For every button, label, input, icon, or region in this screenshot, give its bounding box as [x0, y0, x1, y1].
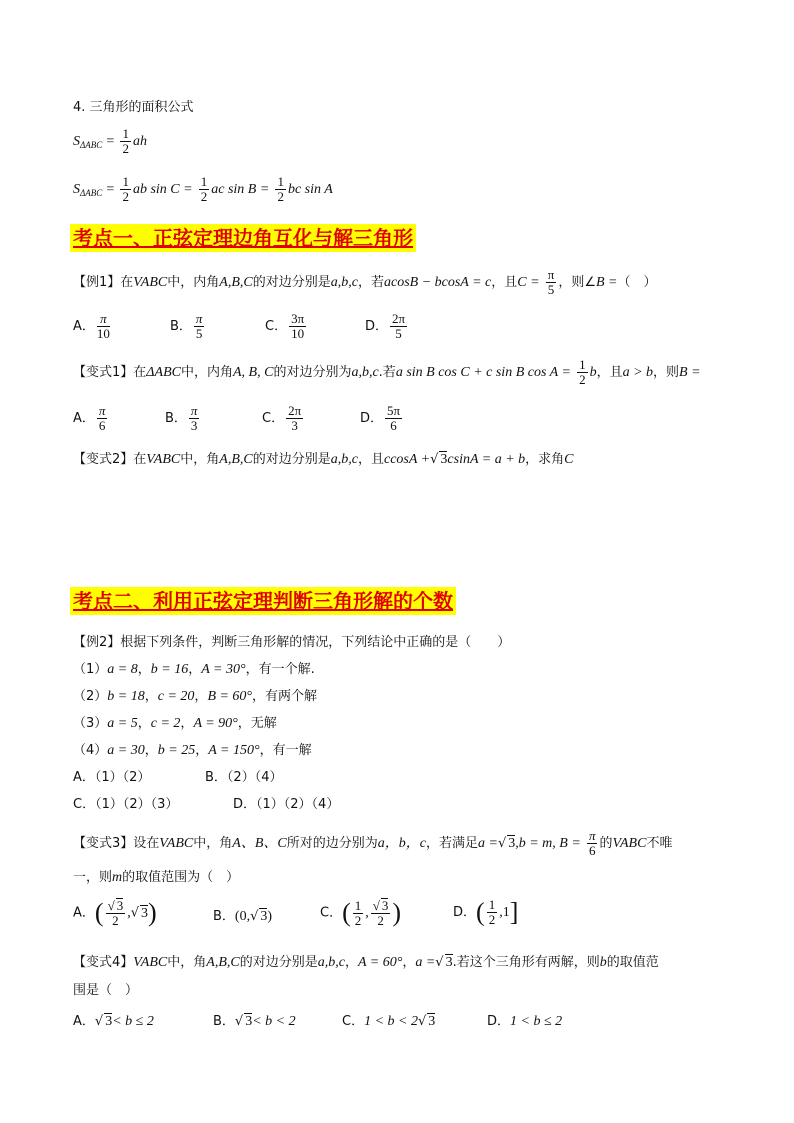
variant-3-option-c[interactable]: C．( $\frac{1}{2}$ , $\frac{√ 3}{2}$ )	[320, 897, 402, 928]
example-1-option-c[interactable]: C． $\frac{3\pi}{10}$	[265, 311, 305, 341]
variant-3-stem: 【变式3】设在VABC中，角A、B、C所对的边分别为a，b，c，若满足a =√ 3,b = m, B = $\frac{\pi}{6}$ 的VABC不唯	[73, 828, 673, 858]
variant-1-option-b[interactable]: B． $\frac{\pi}{3}$	[165, 403, 198, 433]
variant-1-option-c[interactable]: C． $\frac{2\pi}{3}$	[262, 403, 302, 433]
example-1-option-a[interactable]: A． $\frac{\pi}{10}$	[73, 311, 110, 341]
variant-4-option-c[interactable]: C．1 < b < 2√ 3	[342, 1014, 436, 1029]
variant-2-stem: 【变式2】在VABC中，角A,B,C的对边分别是a,b,c，且ccosA +√ 3csinA = a + b，求角C	[73, 452, 574, 467]
example-2-option-a[interactable]: A．（1）（2）	[73, 770, 151, 785]
variant-1-option-a[interactable]: A． $\frac{\pi}{6}$	[73, 403, 106, 433]
variant-3-option-d[interactable]: D．( $\frac{1}{2}$ ,1]	[453, 897, 519, 927]
section-heading-2: 考点二、利用正弦定理判断三角形解的个数	[70, 587, 456, 615]
example-2-item-2: （2）b = 18，c = 20，B = 60°，有两个解	[73, 689, 318, 704]
example-2-option-d[interactable]: D．（1）（2）（4）	[233, 797, 340, 812]
variant-4-option-b[interactable]: B．√ 3< b < 2	[213, 1014, 296, 1029]
variant-4-option-a[interactable]: A．√ 3< b ≤ 2	[73, 1014, 154, 1029]
variant-3-stem-line-2: 一，则m的取值范围为（ ）	[73, 870, 240, 885]
variant-4-option-d[interactable]: D．1 < b ≤ 2	[487, 1014, 563, 1029]
example-1-stem: 【例1】在VABC中，内角A,B,C的对边分别是a,b,c，若acosB − bcosA = c，且C = $\frac{\pi}{5}$ ，则∠B =（ ）	[73, 267, 657, 297]
example-2-option-b[interactable]: B．（2）（4）	[205, 770, 283, 785]
example-2-item-3: （3）a = 5，c = 2，A = 90°，无解	[73, 716, 277, 731]
section-heading-1: 考点一、正弦定理边角互化与解三角形	[70, 224, 416, 252]
variant-4-stem-line-2: 围是（ ）	[73, 983, 139, 998]
example-1-option-b[interactable]: B． $\frac{\pi}{5}$	[170, 311, 203, 341]
variant-3-option-a[interactable]: A．( $\frac{√ 3}{2}$ ,√ 3)	[73, 898, 157, 928]
area-formula-2: $S_{\Delta ABC}$ = $\frac{1}{2}$ ab sin C = $\frac{1}{2}$ ac sin B = $\frac{1}{2}$ bc sin A	[73, 174, 333, 204]
example-1-option-d[interactable]: D． $\frac{2\pi}{5}$	[365, 311, 406, 341]
variant-3-option-b[interactable]: B．(0,√ 3)	[213, 909, 273, 924]
example-2-stem: 【例2】根据下列条件，判断三角形解的情况，下列结论中正确的是（ ）	[73, 635, 511, 650]
variant-1-option-d[interactable]: D． $\frac{5\pi}{6}$	[360, 403, 401, 433]
example-2-option-c[interactable]: C．（1）（2）（3）	[73, 797, 179, 812]
variant-4-stem: 【变式4】VABC中，角A,B,C的对边分别是a,b,c，A = 60°，a =√ 3.若这个三角形有两解，则b的取值范	[73, 955, 659, 970]
variant-1-stem: 【变式1】在ΔABC中，内角A, B, C的对边分别为a,b,c.若a sin B cos C + c sin B cos A = $\frac{1}{2}$ b，且a > b，则B =	[73, 357, 701, 387]
example-2-item-1: （1）a = 8，b = 16，A = 30°，有一个解.	[73, 662, 315, 677]
section-title: 4. 三角形的面积公式	[73, 100, 194, 115]
area-formula-1: $S_{\Delta ABC}$ = $\frac{1}{2}$ ah	[73, 126, 147, 156]
example-2-item-4: （4）a = 30，b = 25，A = 150°，有一解	[73, 743, 312, 758]
